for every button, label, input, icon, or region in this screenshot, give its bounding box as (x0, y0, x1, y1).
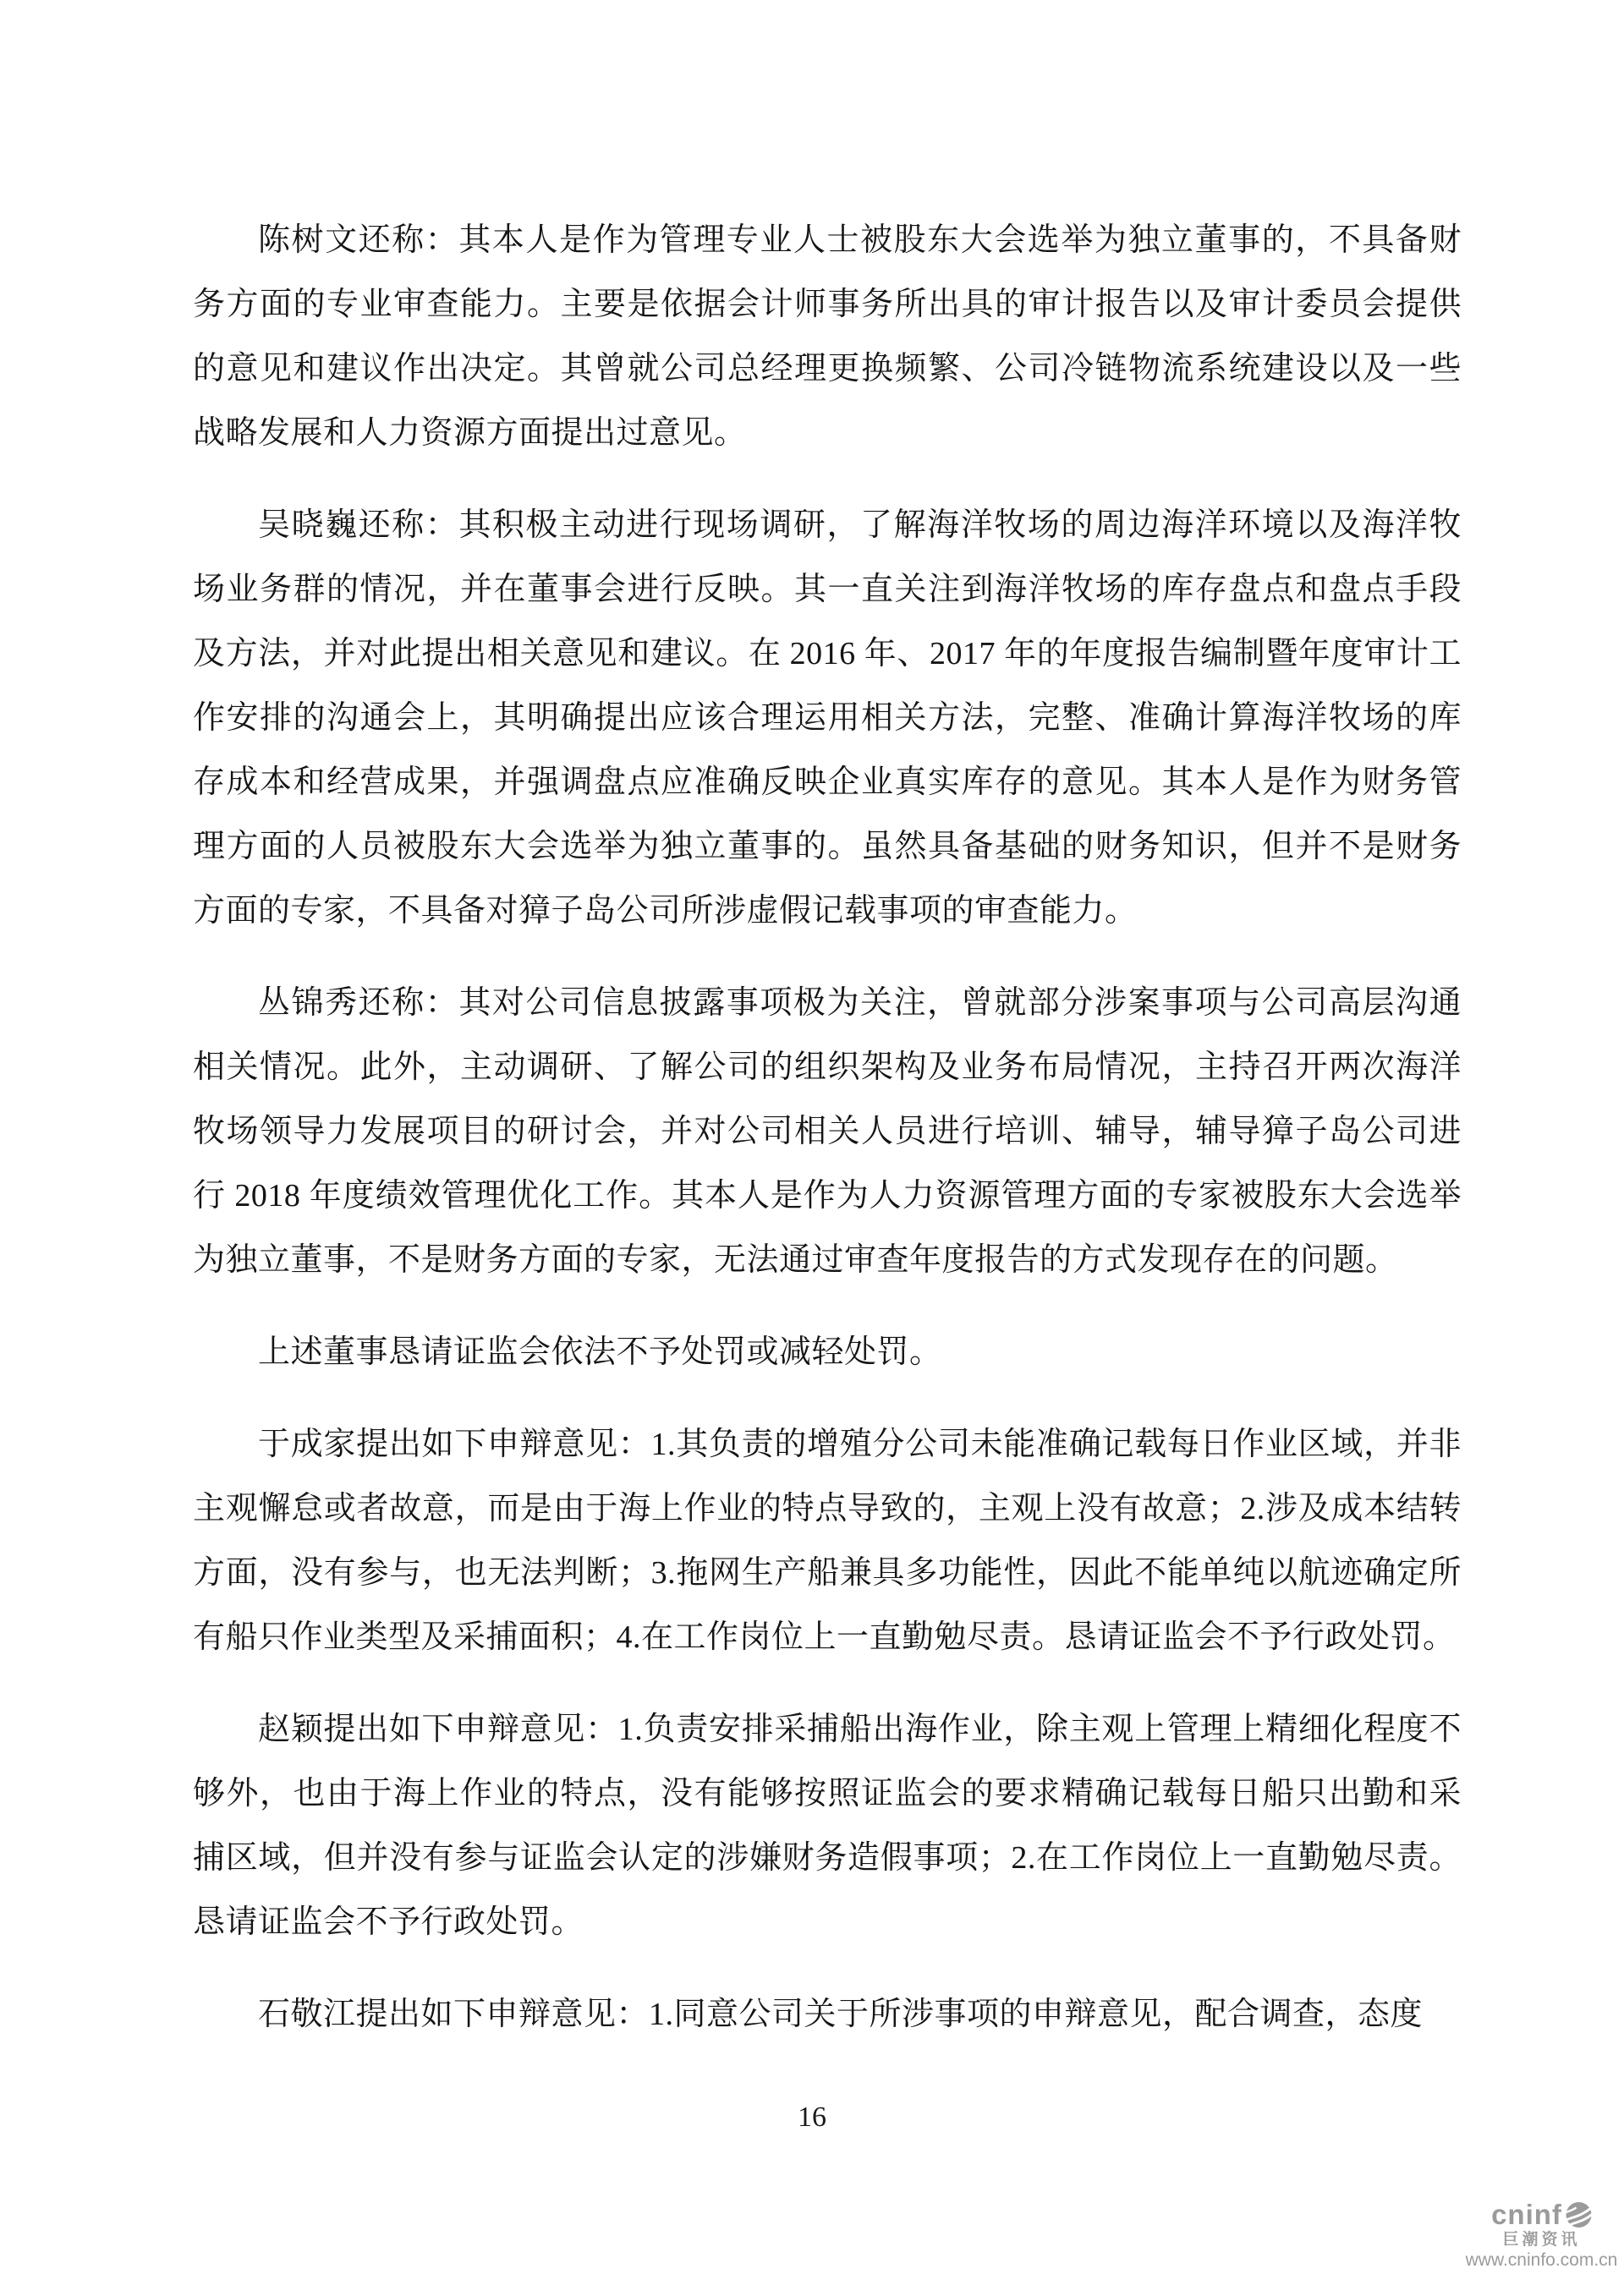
cninfo-brand-row (1463, 2200, 1620, 2230)
cninfo-url: www.cninfo.com.cn (1465, 2250, 1618, 2270)
body-paragraph: 于成家提出如下申辩意见：1.其负责的增殖分公司未能准确记载每日作业区域，并非主观懈怠或者故意，而是由于海上作业的特点导致的，主观上没有故意；2.涉及成本结转方面，没有参与，也无法判断；3.拖网生产船兼具多功能性，因此不能单纯以航迹确定所有船只作业类型及采捕面积；4.在工作岗位上一直勤勉尽责。恳请证监会不予行政处罚。 (193, 1427, 1462, 1655)
cninfo-logo (1463, 2200, 1620, 2271)
page-number: 16 (798, 2101, 826, 2133)
body-paragraph: 丛锦秀还称：其对公司信息披露事项极为关注，曾就部分涉案事项与公司高层沟通相关情况。此外，主动调研、了解公司的组织架构及业务布局情况，主持召开两次海洋牧场领导力发展项目的研讨会，并对公司相关人员进行培训、辅导，辅导獐子岛公司进行 2018 年度绩效管理优化工作。其本人是作为人力资源管理方面的专家被股东大会选举为独立董事，不是财务方面的专家，无法通过审查年度报告的方式发现存在的问题。 (193, 985, 1462, 1278)
cninfo-wordmark: cninf (1491, 2199, 1562, 2230)
body-paragraph: 石敬江提出如下申辩意见：1.同意公司关于所涉事项的申辩意见，配合调查，态度 (258, 1997, 1424, 2032)
cninfo-chinese-name: 巨潮资讯 (1502, 2231, 1581, 2249)
body-paragraph: 陈树文还称：其本人是作为管理专业人士被股东大会选举为独立董事的，不具备财务方面的专业审查能力。主要是依据会计师事务所出具的审计报告以及审计委员会提供的意见和建议作出决定。其曾就公司总经理更换频繁、公司冷链物流系统建设以及一些战略发展和人力资源方面提出过意见。 (193, 222, 1462, 451)
body-paragraph: 上述董事恳请证监会依法不予处罚或减轻处罚。 (258, 1334, 942, 1370)
document-body (193, 208, 1462, 2074)
cninfo-globe-icon (1566, 2201, 1592, 2228)
body-paragraph: 赵颖提出如下申辩意见：1.负责安排采捕船出海作业，除主观上管理上精细化程度不够外，也由于海上作业的特点，没有能够按照证监会的要求精确记载每日船只出勤和采捕区域，但并没有参与证监会认定的涉嫌财务造假事项；2.在工作岗位上一直勤勉尽责。恳请证监会不予行政处罚。 (193, 1712, 1462, 1940)
body-paragraph: 吴晓巍还称：其积极主动进行现场调研，了解海洋牧场的周边海洋环境以及海洋牧场业务群的情况，并在董事会进行反映。其一直关注到海洋牧场的库存盘点和盘点手段及方法，并对此提出相关意见和建议。在 2016 年、2017 年的年度报告编制暨年度审计工作安排的沟通会上，其明确提出应该合理运用相关方法，完整、准确计算海洋牧场的库存成本和经营成果，并强调盘点应准确反映企业真实库存的意见。其本人是作为财务管理方面的人员被股东大会选举为独立董事的。虽然具备基础的财务知识，但并不是财务方面的专家，不具备对獐子岛公司所涉虚假记载事项的审查能力。 (193, 507, 1462, 929)
